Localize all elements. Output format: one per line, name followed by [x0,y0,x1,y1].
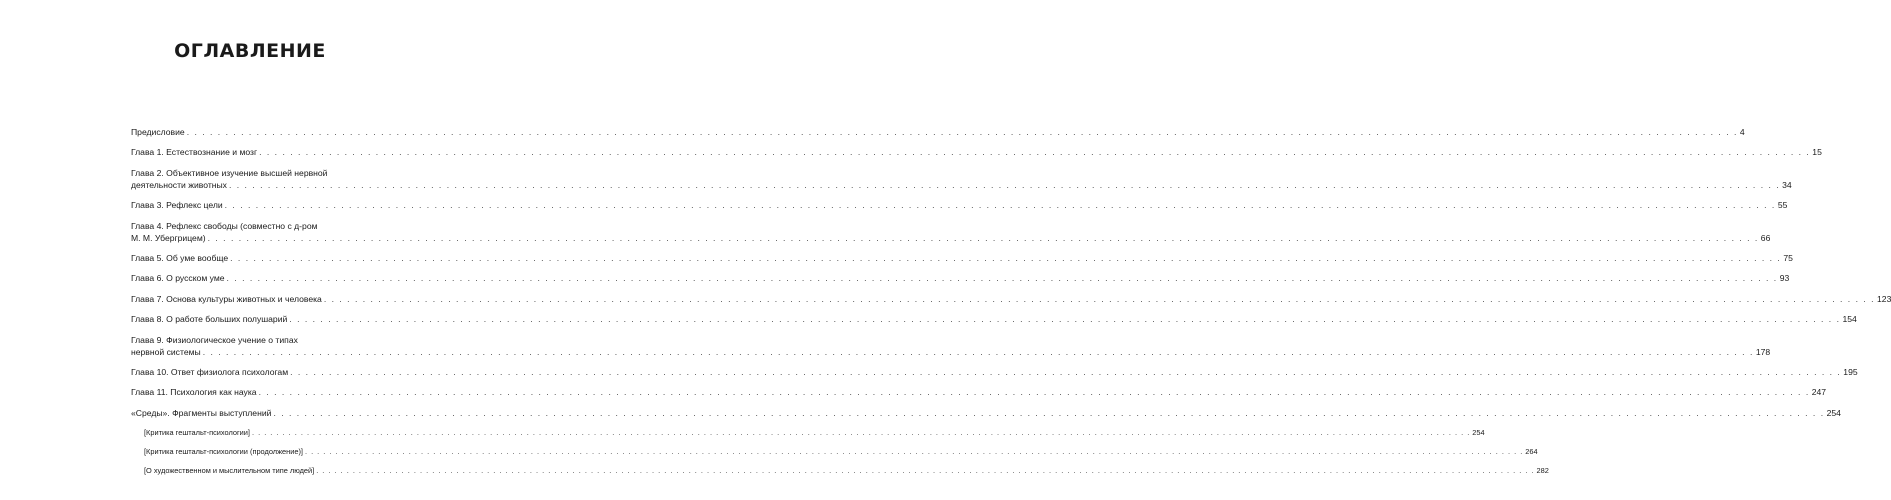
toc-entry [131,366,1858,378]
toc-page-number: 15 [1812,147,1822,158]
toc-entry-text: [О художественном и мыслительном типе людей] [144,466,315,476]
toc-entry [131,167,1792,191]
toc-page-number: 66 [1760,232,1771,243]
dot-leader: . . . . . . . . . . . . . . . . . . . . . . . . . . . . . . . . . . . . . . . . . . . . . . . . . . . . . . . . . . . . . . . . . . . . . . . . . . . . . . . . . . . . . . . . . . . . . . . . . . . . . . . . . . . . . . . . . . . . . . . . . . . . . . . . . . . . . . . . . . . . . . . . . . . . . . . . . . . . . . . . . . . . . . . . . . . . . . . . . . . . . . . . . . . . . . . . . . . . . . . . [323,293,1876,304]
toc-entry [131,199,1788,211]
toc-page-number: 154 [1842,314,1857,325]
toc-entry [131,126,1745,138]
toc-entry-text: [Критика гештальт-психологии (продолжение)] [144,447,303,457]
toc-page-number: 178 [1755,346,1771,357]
toc-page-number: 254 [1826,407,1841,418]
toc-page-number: 93 [1779,273,1790,284]
toc-entry [131,313,1857,325]
toc-entry-text: Глава 3. Рефлекс цели [131,200,223,211]
toc-subentry [144,465,1549,477]
toc-entry [131,293,1891,305]
page-title: ОГЛАВЛЕНИЕ [174,40,326,62]
toc-page-number: 75 [1783,252,1793,263]
toc-page-number: 195 [1843,366,1858,377]
toc-entry-text: Предисловие [131,127,185,137]
toc-page-number: 4 [1739,127,1745,137]
dot-leader: . . . . . . . . . . . . . . . . . . . . . . . . . . . . . . . . . . . . . . . . . . . . . . . . . . . . . . . . . . . . . . . . . . . . . . . . . . . . . . . . . . . . . . . . . . . . . . . . . . . . . . . . . . . . . . . . . . . . . . . . . . . . . . . . . . . . . . . . . . . . . . . . . . . . . . . . . . . . . . . . . . . . . . . . . . . . . . . . . . . . . . . . . . . . . . . . . . . . . . . . [251,428,1471,438]
dot-leader: . . . . . . . . . . . . . . . . . . . . . . . . . . . . . . . . . . . . . . . . . . . . . . . . . . . . . . . . . . . . . . . . . . . . . . . . . . . . . . . . . . . . . . . . . . . . . . . . . . . . . . . . . . . . . . . . . . . . . . . . . . . . . . . . . . . . . . . . . . . . . . . . . . . . . . . . . . . . . . . . . . . . . . . . . . . . . . . . . . . . . . . . . . . . . . . . . . . . . . . . [224,200,1776,211]
toc-page-number: 123 [1877,293,1891,304]
dot-leader: . . . . . . . . . . . . . . . . . . . . . . . . . . . . . . . . . . . . . . . . . . . . . . . . . . . . . . . . . . . . . . . . . . . . . . . . . . . . . . . . . . . . . . . . . . . . . . . . . . . . . . . . . . . . . . . . . . . . . . . . . . . . . . . . . . . . . . . . . . . . . . . . . . . . . . . . . . . . . . . . . . . . . . . . . . . . . . . . . . . . . . . . . . . . . . . . . . . . . . . . [258,387,1810,398]
toc-entry-text: М. М. Убергрицем) [131,232,206,243]
toc-entry-text: Глава 4. Рефлекс свободы (совместно с д-ром [131,220,318,231]
toc-entry-text: Глава 5. Об уме вообще [131,252,229,263]
toc-entry [131,407,1841,419]
toc-entry [131,146,1822,158]
toc-entry [131,334,1771,358]
table-of-contents [131,126,1891,484]
toc-entry [131,386,1827,398]
toc-entry-text: Глава 2. Объективное изучение высшей нервной [131,167,328,178]
dot-leader: . . . . . . . . . . . . . . . . . . . . . . . . . . . . . . . . . . . . . . . . . . . . . . . . . . . . . . . . . . . . . . . . . . . . . . . . . . . . . . . . . . . . . . . . . . . . . . . . . . . . . . . . . . . . . . . . . . . . . . . . . . . . . . . . . . . . . . . . . . . . . . . . . . . . . . . . . . . . . . . . . . . . . . . . . . . . . . . . . . . . . . . . . . . . . . . . . . . . . . . . [207,232,1759,243]
toc-page-number: 34 [1782,179,1792,190]
toc-entry-text: Глава 10. Ответ физиолога психологам [131,366,289,377]
dot-leader: . . . . . . . . . . . . . . . . . . . . . . . . . . . . . . . . . . . . . . . . . . . . . . . . . . . . . . . . . . . . . . . . . . . . . . . . . . . . . . . . . . . . . . . . . . . . . . . . . . . . . . . . . . . . . . . . . . . . . . . . . . . . . . . . . . . . . . . . . . . . . . . . . . . . . . . . . . . . . . . . . . . . . . . . . . . . . . . . . . . . . . . . . . . . . . . . . . . . . . . . [186,127,1738,137]
toc-entry-text: деятельности животных [131,179,227,190]
toc-subentry [144,446,1538,458]
toc-subentry [144,427,1485,439]
toc-entry [131,220,1771,244]
toc-page-number: 282 [1536,466,1549,476]
toc-entry [131,252,1793,264]
dot-leader: . . . . . . . . . . . . . . . . . . . . . . . . . . . . . . . . . . . . . . . . . . . . . . . . . . . . . . . . . . . . . . . . . . . . . . . . . . . . . . . . . . . . . . . . . . . . . . . . . . . . . . . . . . . . . . . . . . . . . . . . . . . . . . . . . . . . . . . . . . . . . . . . . . . . . . . . . . . . . . . . . . . . . . . . . . . . . . . . . . . . . . . . . . . . . . . . . . . . . . . . [202,346,1754,357]
dot-leader: . . . . . . . . . . . . . . . . . . . . . . . . . . . . . . . . . . . . . . . . . . . . . . . . . . . . . . . . . . . . . . . . . . . . . . . . . . . . . . . . . . . . . . . . . . . . . . . . . . . . . . . . . . . . . . . . . . . . . . . . . . . . . . . . . . . . . . . . . . . . . . . . . . . . . . . . . . . . . . . . . . . . . . . . . . . . . . . . . . . . . . . . . . . . . . . . . . . . . . . . [304,447,1524,457]
dot-leader: . . . . . . . . . . . . . . . . . . . . . . . . . . . . . . . . . . . . . . . . . . . . . . . . . . . . . . . . . . . . . . . . . . . . . . . . . . . . . . . . . . . . . . . . . . . . . . . . . . . . . . . . . . . . . . . . . . . . . . . . . . . . . . . . . . . . . . . . . . . . . . . . . . . . . . . . . . . . . . . . . . . . . . . . . . . . . . . . . . . . . . . . . . . . . . . . . . . . . . . . [226,273,1778,284]
dot-leader: . . . . . . . . . . . . . . . . . . . . . . . . . . . . . . . . . . . . . . . . . . . . . . . . . . . . . . . . . . . . . . . . . . . . . . . . . . . . . . . . . . . . . . . . . . . . . . . . . . . . . . . . . . . . . . . . . . . . . . . . . . . . . . . . . . . . . . . . . . . . . . . . . . . . . . . . . . . . . . . . . . . . . . . . . . . . . . . . . . . . . . . . . . . . . . . . . . . . . . . . [228,179,1781,190]
toc-page-number: 247 [1811,387,1827,398]
dot-leader: . . . . . . . . . . . . . . . . . . . . . . . . . . . . . . . . . . . . . . . . . . . . . . . . . . . . . . . . . . . . . . . . . . . . . . . . . . . . . . . . . . . . . . . . . . . . . . . . . . . . . . . . . . . . . . . . . . . . . . . . . . . . . . . . . . . . . . . . . . . . . . . . . . . . . . . . . . . . . . . . . . . . . . . . . . . . . . . . . . . . . . . . . . . . . . . . . . . . . . . . [290,366,1842,377]
toc-page-number: 55 [1777,200,1788,211]
toc-entry-text: Глава 6. О русском уме [131,273,225,284]
toc-entry-text: Глава 9. Физиологическое учение о типах [131,334,298,345]
toc-entry-text: Глава 11. Психология как наука [131,387,257,398]
toc-entry-text: «Среды». Фрагменты выступлений [131,407,272,418]
toc-entry-text: Глава 7. Основа культуры животных и человека [131,293,322,304]
toc-entry-text: [Критика гештальт-психологии] [144,428,250,438]
toc-page-number: 264 [1525,447,1538,457]
dot-leader: . . . . . . . . . . . . . . . . . . . . . . . . . . . . . . . . . . . . . . . . . . . . . . . . . . . . . . . . . . . . . . . . . . . . . . . . . . . . . . . . . . . . . . . . . . . . . . . . . . . . . . . . . . . . . . . . . . . . . . . . . . . . . . . . . . . . . . . . . . . . . . . . . . . . . . . . . . . . . . . . . . . . . . . . . . . . . . . . . . . . . . . . . . . . . . . . . . . . . . . . [289,314,1841,325]
toc-entry [131,272,1790,284]
dot-leader: . . . . . . . . . . . . . . . . . . . . . . . . . . . . . . . . . . . . . . . . . . . . . . . . . . . . . . . . . . . . . . . . . . . . . . . . . . . . . . . . . . . . . . . . . . . . . . . . . . . . . . . . . . . . . . . . . . . . . . . . . . . . . . . . . . . . . . . . . . . . . . . . . . . . . . . . . . . . . . . . . . . . . . . . . . . . . . . . . . . . . . . . . . . . . . . . . . . . . . . . [316,466,1535,476]
toc-page-number: 254 [1472,428,1485,438]
toc-entry-text: нервной системы [131,346,201,357]
toc-entry-text: Глава 1. Естествознание и мозг [131,147,258,158]
dot-leader: . . . . . . . . . . . . . . . . . . . . . . . . . . . . . . . . . . . . . . . . . . . . . . . . . . . . . . . . . . . . . . . . . . . . . . . . . . . . . . . . . . . . . . . . . . . . . . . . . . . . . . . . . . . . . . . . . . . . . . . . . . . . . . . . . . . . . . . . . . . . . . . . . . . . . . . . . . . . . . . . . . . . . . . . . . . . . . . . . . . . . . . . . . . . . . . . . . . . . . . . [273,407,1825,418]
dot-leader: . . . . . . . . . . . . . . . . . . . . . . . . . . . . . . . . . . . . . . . . . . . . . . . . . . . . . . . . . . . . . . . . . . . . . . . . . . . . . . . . . . . . . . . . . . . . . . . . . . . . . . . . . . . . . . . . . . . . . . . . . . . . . . . . . . . . . . . . . . . . . . . . . . . . . . . . . . . . . . . . . . . . . . . . . . . . . . . . . . . . . . . . . . . . . . . . . . . . . . . . [259,147,1811,158]
toc-entry-text: Глава 8. О работе больших полушарий [131,314,288,325]
dot-leader: . . . . . . . . . . . . . . . . . . . . . . . . . . . . . . . . . . . . . . . . . . . . . . . . . . . . . . . . . . . . . . . . . . . . . . . . . . . . . . . . . . . . . . . . . . . . . . . . . . . . . . . . . . . . . . . . . . . . . . . . . . . . . . . . . . . . . . . . . . . . . . . . . . . . . . . . . . . . . . . . . . . . . . . . . . . . . . . . . . . . . . . . . . . . . . . . . . . . . . . . [230,252,1782,263]
